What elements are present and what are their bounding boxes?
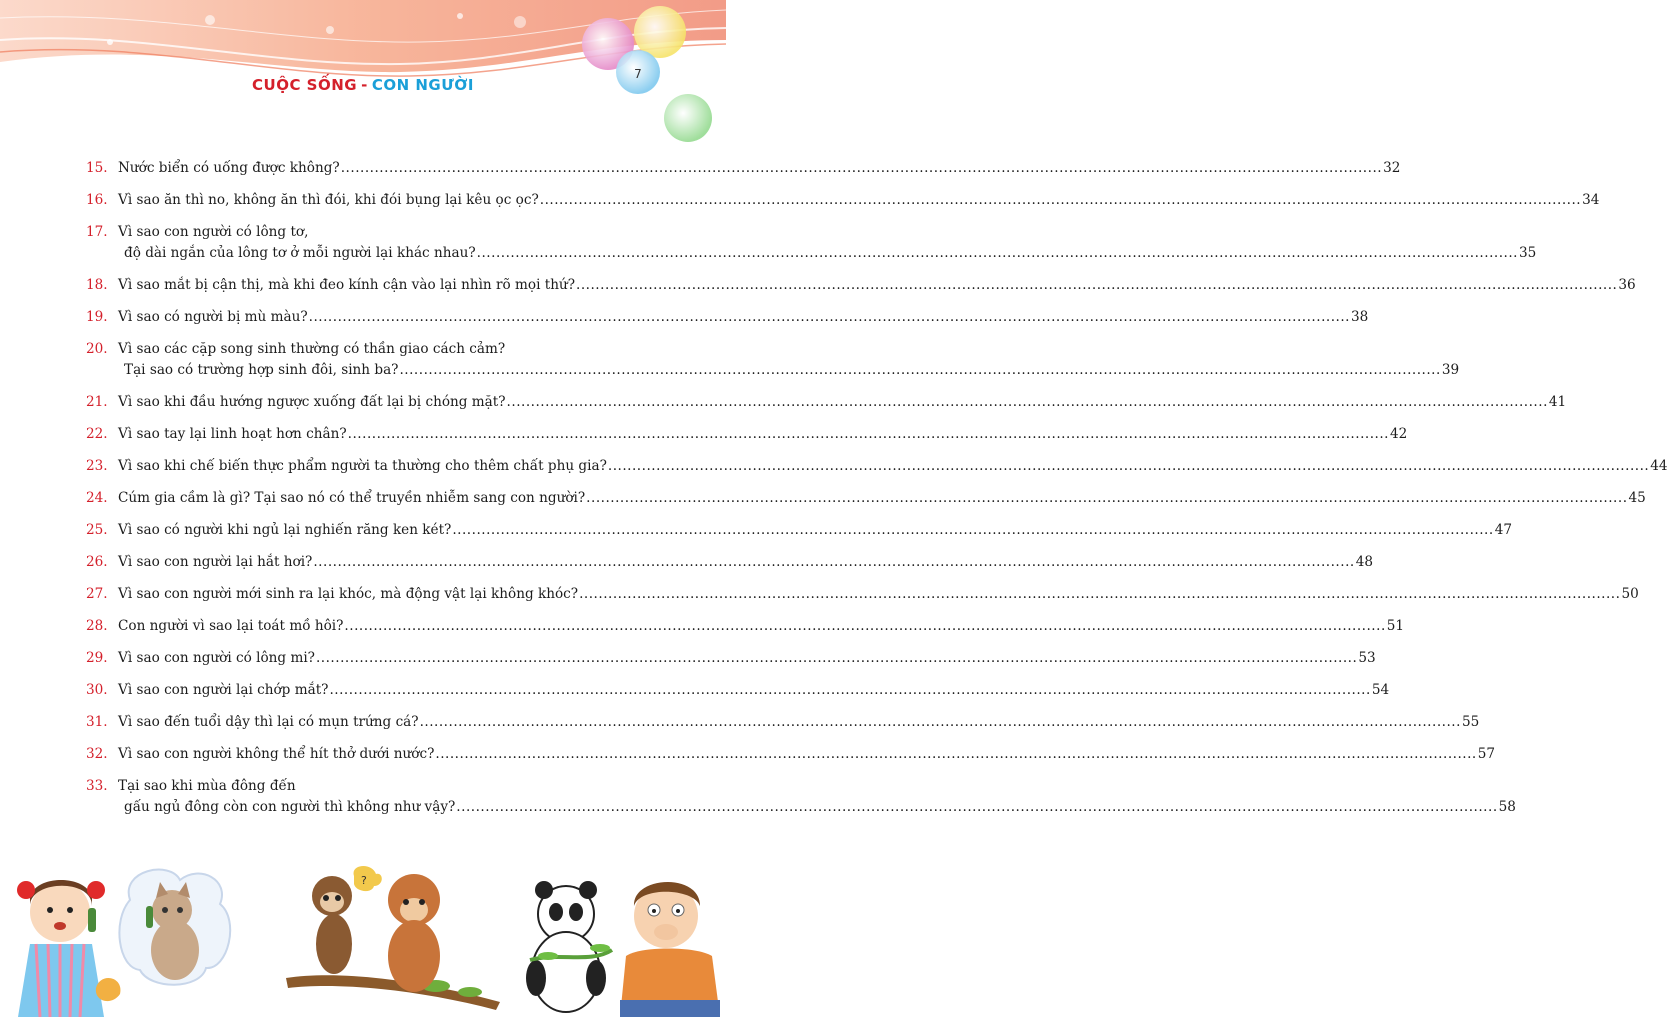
toc-item [86, 744, 1496, 765]
toc-item [86, 712, 1480, 733]
toc-item-number: 28. [86, 618, 108, 634]
toc-item-number: 16. [86, 192, 108, 208]
toc-item-number: 20. [86, 341, 108, 357]
toc-item [86, 680, 1390, 701]
toc-item-page: 55 [1461, 714, 1480, 730]
toc-item-number: 17. [86, 224, 108, 240]
toc-item-number: 23. [86, 458, 108, 474]
toc-item-title: Tại sao khi mùa đông đến [118, 778, 296, 794]
toc-item-number: 15. [86, 160, 108, 176]
toc-item [86, 488, 1646, 509]
page-title [0, 76, 726, 94]
title-part2: CON NGƯỜI [371, 76, 474, 94]
toc-leader-dots [452, 520, 1493, 541]
toc-item-title: Tại sao có trường hợp sinh đôi, sinh ba? [124, 362, 399, 378]
toc-item-page: 35 [1519, 245, 1537, 261]
toc-item-title: Con người vì sao lại toát mồ hôi? [118, 618, 344, 634]
toc-leader-dots [477, 243, 1518, 264]
toc-item-page: 41 [1548, 394, 1567, 410]
toc-item [86, 616, 1405, 637]
toc-item-number: 30. [86, 682, 108, 698]
toc-item-title: Vì sao con người lại hắt hơi? [118, 554, 313, 570]
toc-leader-dots [348, 424, 1389, 445]
toc-item [86, 776, 1516, 818]
toc-item-page: 45 [1628, 490, 1646, 506]
toc-item-title: Vì sao có người khi ngủ lại nghiến răng ken két? [118, 522, 452, 538]
toc-item-number: 22. [86, 426, 108, 442]
toc-item-title: Vì sao con người mới sinh ra lại khóc, mà động vật lại không khóc? [118, 586, 579, 602]
girl-illustration [17, 880, 105, 1017]
toc-item-title: gấu ngủ đông còn con người thì không như vậy? [124, 799, 456, 815]
toc-item-title: Vì sao con người có lông tơ, [118, 224, 309, 240]
toc-item [86, 456, 1668, 477]
toc-item [86, 648, 1376, 669]
toc-leader-dots [329, 680, 1370, 701]
toc-item-number: 21. [86, 394, 108, 410]
boy-illustration [620, 882, 720, 1017]
toc-item-page: 50 [1621, 586, 1639, 602]
toc-leader-dots [344, 616, 1385, 637]
toc-item [86, 552, 1374, 573]
toc-leader-dots [435, 744, 1476, 765]
table-of-contents [86, 158, 1668, 829]
toc-item-page: 48 [1355, 554, 1374, 570]
toc-leader-dots [579, 584, 1620, 605]
panda-illustration [526, 881, 612, 1012]
toc-item [86, 424, 1408, 445]
toc-leader-dots [341, 158, 1382, 179]
toc-item-title: Vì sao con người lại chớp mắt? [118, 682, 329, 698]
toc-item-page: 57 [1477, 746, 1496, 762]
toc-item-page: 53 [1358, 650, 1376, 666]
toc-item-title: Vì sao con người không thể hít thở dưới nước? [118, 746, 435, 762]
toc-item-number: 19. [86, 309, 108, 325]
monkeys-illustration [286, 866, 500, 1010]
toc-item-number: 29. [86, 650, 108, 666]
svg-text:?: ? [361, 874, 367, 887]
toc-leader-dots [316, 648, 1357, 669]
toc-item-page: 32 [1383, 160, 1401, 176]
toc-item-page: 47 [1494, 522, 1513, 538]
toc-item-title: Vì sao khi chế biến thực phẩm người ta thường cho thêm chất phụ gia? [118, 458, 607, 474]
toc-item-title: Vì sao tay lại linh hoạt hơn chân? [118, 426, 347, 442]
page-number: 7 [634, 67, 642, 81]
toc-item-title: Vì sao có người bị mù màu? [118, 309, 308, 325]
toc-item [86, 222, 1537, 264]
cat-illustration [96, 870, 230, 1002]
toc-item [86, 190, 1600, 211]
toc-item-title: Vì sao ăn thì no, không ăn thì đói, khi đói bụng lại kêu ọc ọc? [118, 192, 539, 208]
toc-item-title: Nước biển có uống được không? [118, 160, 340, 176]
toc-item [86, 339, 1460, 381]
toc-leader-dots [313, 552, 1354, 573]
toc-item-number: 32. [86, 746, 108, 762]
toc-item-page: 34 [1582, 192, 1600, 208]
toc-item [86, 307, 1369, 328]
toc-leader-dots [540, 190, 1581, 211]
toc-item-page: 36 [1618, 277, 1636, 293]
header-decoration [0, 0, 726, 140]
toc-leader-dots [576, 275, 1617, 296]
toc-item-title: Vì sao các cặp song sinh thường có thần giao cách cảm? [118, 341, 506, 357]
toc-item-page: 44 [1650, 458, 1668, 474]
toc-item [86, 392, 1567, 413]
toc-item-page: 54 [1371, 682, 1390, 698]
toc-item-number: 25. [86, 522, 108, 538]
title-separator: - [361, 76, 368, 94]
title-part1: CUỘC SỐNG [252, 76, 358, 94]
toc-leader-dots [608, 456, 1649, 477]
toc-item-title: Vì sao đến tuổi dậy thì lại có mụn trứng cá? [118, 714, 419, 730]
toc-item-number: 18. [86, 277, 108, 293]
toc-leader-dots [309, 307, 1350, 328]
toc-leader-dots [456, 797, 1497, 818]
illustration-strip [0, 860, 726, 1017]
toc-item-number: 24. [86, 490, 108, 506]
toc-item [86, 275, 1636, 296]
toc-item-number: 27. [86, 586, 108, 602]
toc-item-number: 33. [86, 778, 108, 794]
toc-leader-dots [420, 712, 1461, 733]
toc-item-number: 31. [86, 714, 108, 730]
toc-item-page: 58 [1498, 799, 1516, 815]
toc-item [86, 584, 1639, 605]
toc-item-page: 42 [1390, 426, 1408, 442]
toc-leader-dots [507, 392, 1548, 413]
toc-item-title: Vì sao con người có lông mi? [118, 650, 315, 666]
toc-item-title: Cúm gia cầm là gì? Tại sao nó có thể truyền nhiễm sang con người? [118, 490, 586, 506]
toc-item-number: 26. [86, 554, 108, 570]
toc-item-title: Vì sao khi đầu hướng ngược xuống đất lại bị chóng mặt? [118, 394, 506, 410]
toc-item [86, 520, 1513, 541]
toc-item-page: 51 [1386, 618, 1405, 634]
toc-item [86, 158, 1401, 179]
toc-item-title: độ dài ngắn của lông tơ ở mỗi người lại khác nhau? [124, 245, 476, 261]
toc-item-page: 38 [1351, 309, 1369, 325]
toc-item-page: 39 [1441, 362, 1460, 378]
toc-item-title: Vì sao mắt bị cận thị, mà khi đeo kính cận vào lại nhìn rõ mọi thứ? [118, 277, 576, 293]
toc-leader-dots [586, 488, 1627, 509]
toc-leader-dots [399, 360, 1440, 381]
